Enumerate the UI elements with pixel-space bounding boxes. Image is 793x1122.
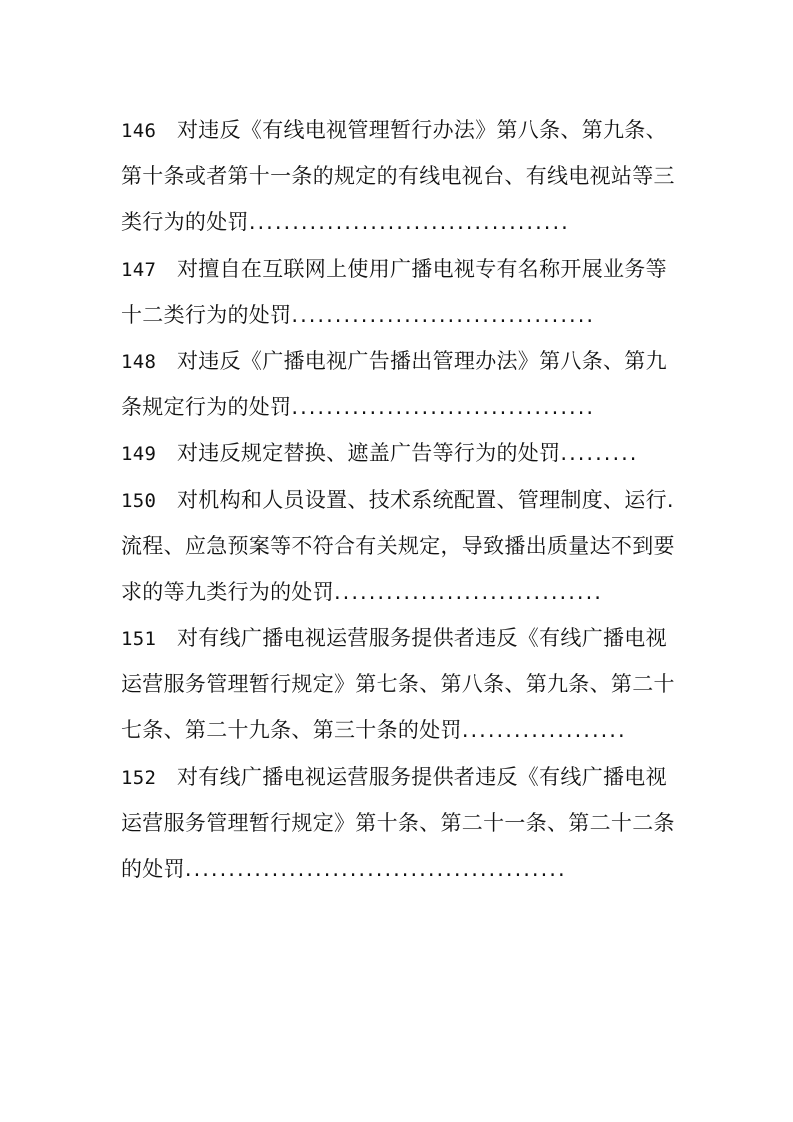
toc-line xyxy=(121,615,681,661)
entry-title: 求的等九类行为的处罚 xyxy=(121,579,334,604)
entry-title: 七条、第二十九条、第三十条的处罚 xyxy=(121,718,462,743)
entry-title: 流程、应急预案等不符合有关规定，导致播出质量达不到要 xyxy=(121,533,675,558)
entry-number: 152 xyxy=(121,766,157,789)
toc-line xyxy=(121,292,681,338)
entry-title: 对擅自在互联网上使用广播电视专有名称开展业务等 xyxy=(177,256,667,281)
dot-leader: ................................... xyxy=(291,302,596,327)
toc-line xyxy=(121,384,681,430)
entry-title: 对违反规定替换、遮盖广告等行为的处罚 xyxy=(177,441,561,466)
dot-leader: ..................................... xyxy=(248,210,570,235)
entry-title: 对违反《有线电视管理暂行办法》第八条、第九条、 xyxy=(177,118,667,142)
entry-number: 148 xyxy=(121,350,157,373)
dot-leader: ................... xyxy=(461,718,627,743)
entry-title: 第十条或者第十一条的规定的有线电视台、有线电视站等三 xyxy=(121,164,675,189)
toc-line xyxy=(121,569,681,615)
dot-leader: ......... xyxy=(560,441,639,466)
entry-title: 对有线广播电视运营服务提供者违反《有线广播电视 xyxy=(177,626,667,651)
toc-line xyxy=(121,707,681,753)
entry-number: 149 xyxy=(121,443,157,466)
dot-leader: ............................... xyxy=(334,579,603,604)
toc-line xyxy=(121,246,681,292)
entry-title: 的处罚 xyxy=(121,857,185,881)
toc-line xyxy=(121,338,681,384)
toc-line xyxy=(121,661,681,707)
toc-line xyxy=(121,523,681,569)
entry-title: 运营服务管理暂行规定》第七条、第八条、第九条、第二十 xyxy=(121,672,675,697)
entry-number: 146 xyxy=(121,120,157,142)
toc-line xyxy=(121,477,681,523)
dot-leader: ................................... xyxy=(291,395,596,420)
entry-title: 对有线广播电视运营服务提供者违反《有线广播电视 xyxy=(177,764,667,789)
toc-line xyxy=(121,846,681,892)
entry-title: 类行为的处罚 xyxy=(121,210,249,235)
toc-line xyxy=(121,430,681,476)
table-of-contents xyxy=(121,107,681,892)
entry-title: 十二类行为的处罚 xyxy=(121,302,292,327)
entry-number: 150 xyxy=(121,489,157,512)
toc-line xyxy=(121,107,681,153)
toc-line xyxy=(121,199,681,245)
toc-line xyxy=(121,153,681,199)
entry-title: 条规定行为的处罚 xyxy=(121,395,292,420)
entry-title: 对违反《广播电视广告播出管理办法》第八条、第九 xyxy=(177,348,667,373)
entry-title: 对机构和人员设置、技术系统配置、管理制度、运行. xyxy=(177,487,674,512)
entry-number: 147 xyxy=(121,258,157,281)
entry-title: 运营服务管理暂行规定》第十条、第二十一条、第二十二条 xyxy=(121,810,675,835)
entry-number: 151 xyxy=(121,628,157,651)
dot-leader: ............................................ xyxy=(184,857,567,881)
toc-line xyxy=(121,800,681,846)
toc-line xyxy=(121,754,681,800)
